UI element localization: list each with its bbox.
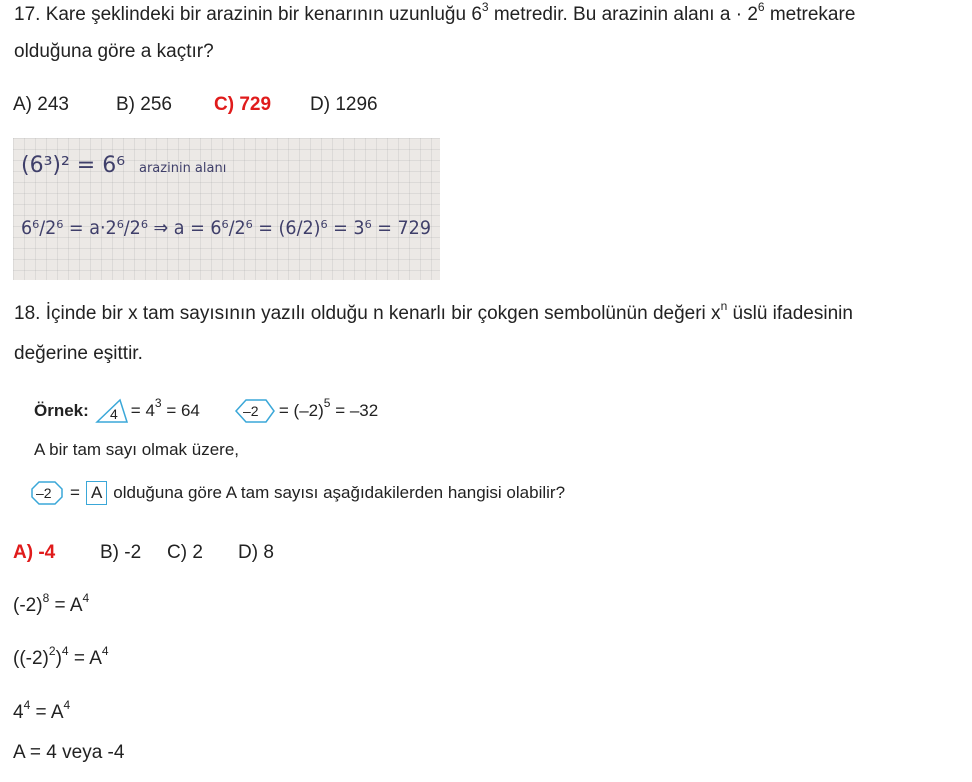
svg-text:–2: –2 (36, 485, 52, 501)
q17-option-a: A) 243 (13, 94, 69, 115)
triangle-symbol (95, 398, 129, 424)
work-line2: $((-2)^2)^4 = A^4$ (13, 644, 109, 669)
example1-text: = $4^3 = 64$ (130, 396, 200, 420)
q18-option-b: B) -2 (100, 542, 142, 563)
work-line3: $4^4 = A^4$ (13, 698, 71, 723)
q18-option-a-correct: A) -4 (13, 542, 56, 563)
q17-text-line2: olduğuna göre a kaçtır? (14, 41, 214, 62)
handwriting-line1: (6³)² = 6⁶ (21, 153, 126, 178)
handwriting-note: arazinin alanı (139, 161, 227, 176)
equals-sign: = (70, 483, 80, 502)
work-line1: $(-2)^8 = A^4$ (13, 591, 90, 616)
work-line4: A = 4 veya -4 (13, 742, 125, 763)
handwriting-drawing (13, 138, 440, 280)
given-text: A bir tam sayı olmak üzere, (34, 440, 240, 459)
example-line (34, 398, 378, 424)
q18-text-line1: 18. İçinde bir x tam sayısının yazılı olduğu n kenarlı bir çokgen sembolünün değeri $x^n$ üslü ifadesinin (14, 299, 853, 324)
q17-option-b: B) 256 (116, 94, 172, 115)
svg-text:4: 4 (109, 406, 118, 422)
q17-option-d: D) 1296 (310, 94, 378, 115)
condition-question: olduğuna göre A tam sayısı aşağıdakilerden hangisi olabilir? (113, 483, 566, 502)
q17-option-c-correct: C) 729 (214, 94, 272, 115)
q18-option-c: C) 2 (167, 542, 203, 563)
example-label: Örnek: (34, 401, 89, 420)
example2-text: = $(-2)^5 = -32$ (278, 396, 379, 420)
q18-options (13, 542, 274, 564)
q17-options (13, 94, 378, 116)
pentagon-symbol (234, 398, 276, 424)
q18-text-line2: değerine eşittir. (14, 343, 143, 364)
q18-option-d: D) 8 (238, 542, 274, 563)
handwritten-solution-image (13, 138, 440, 280)
handwriting-line2: 6⁶/2⁶ = a·2⁶/2⁶ ⇒ a = 6⁶/2⁶ = (6/2)⁶ = 3⁶ = 729 (21, 217, 431, 239)
square-symbol: A (86, 481, 107, 505)
q17-text-line1: 17. Kare şeklindeki bir arazinin bir kenarının uzunluğu $6^3$ metredir. Bu arazinin alanı $a \cdot 2^6$ metrekare (14, 0, 856, 25)
condition-line (30, 480, 565, 506)
octagon-symbol (30, 480, 64, 506)
svg-text:–2: –2 (242, 403, 259, 419)
